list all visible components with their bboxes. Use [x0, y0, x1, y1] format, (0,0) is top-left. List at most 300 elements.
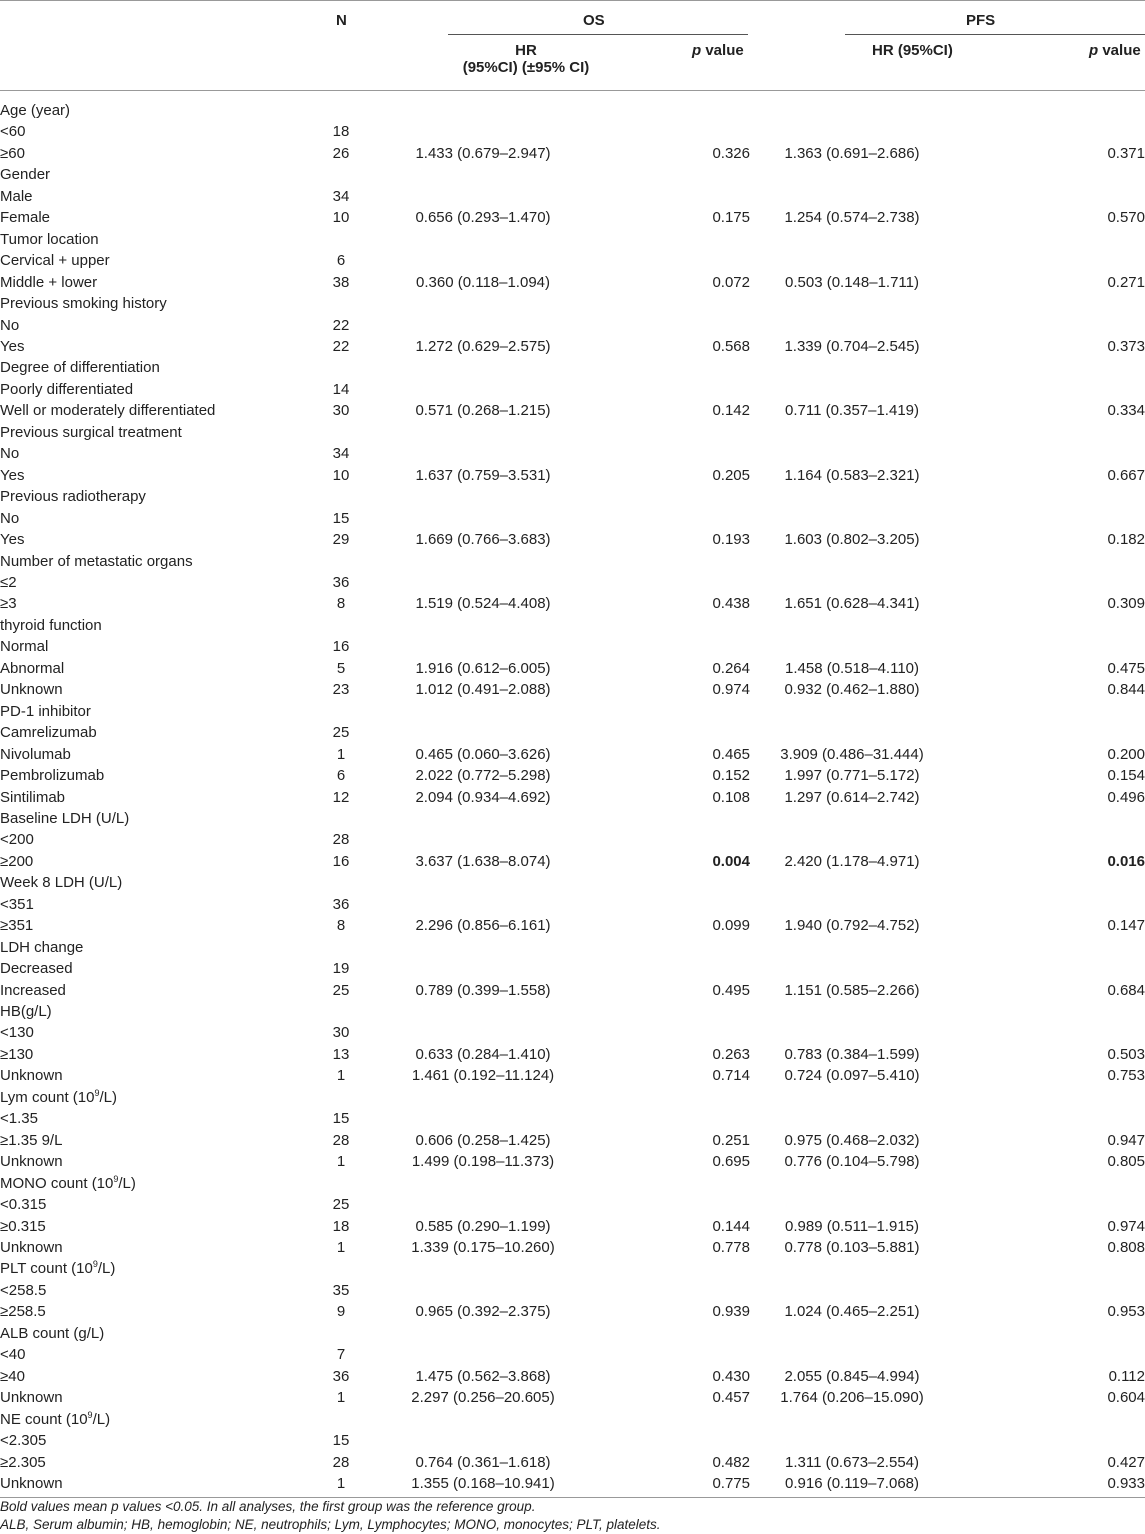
table-row	[0, 851, 1145, 872]
pfs-p-cell: 0.753	[1107, 1067, 1145, 1085]
variable-label: thyroid function	[0, 616, 102, 634]
category-label: Yes	[0, 337, 25, 355]
table-row	[0, 272, 1145, 293]
n-cell: 19	[332, 960, 350, 978]
n-cell: 5	[336, 659, 346, 677]
pfs-hr-cell: 1.151 (0.585–2.266)	[784, 981, 920, 999]
os-p-cell	[580, 1409, 750, 1430]
category-label: ≥1.35 9/L	[0, 1131, 63, 1149]
n-cell: 28	[332, 1131, 350, 1149]
table-group-row	[0, 701, 1145, 722]
os-p-cell	[580, 315, 750, 336]
variable-label: Lym count $(10^9/L)$	[0, 1087, 118, 1106]
os-p-cell	[580, 357, 750, 378]
category-label: Unknown	[0, 1239, 63, 1257]
os-hr-cell	[386, 100, 580, 121]
pfs-p-cell: 0.844	[1107, 681, 1145, 699]
pfs-p-cell: 0.373	[1107, 337, 1145, 355]
category-label: <200	[0, 831, 34, 849]
os-p-cell: 0.775	[712, 1475, 750, 1492]
pfs-hr-cell	[750, 1001, 954, 1022]
table-row	[0, 744, 1145, 765]
os-hr-cell: 2.022 (0.772–5.298)	[415, 767, 551, 785]
os-hr-cell	[386, 1001, 580, 1022]
n-cell: 26	[332, 144, 350, 162]
table-group-row	[0, 1001, 1145, 1022]
pfs-p-cell	[954, 1194, 1145, 1215]
category-label: ≥2.305	[0, 1453, 46, 1471]
pfs-hr-cell: 1.603 (0.802–3.205)	[784, 531, 920, 549]
category-label: ≥0.315	[0, 1217, 46, 1235]
variable-label: MONO count $(10^9/L)$	[0, 1173, 136, 1192]
pfs-p-cell	[954, 508, 1145, 529]
table-row	[0, 1280, 1145, 1301]
n-cell: 1	[336, 1067, 346, 1085]
table-body	[0, 100, 1145, 1494]
pfs-p-cell	[954, 1108, 1145, 1129]
n-cell: 15	[332, 1110, 350, 1128]
pfs-hr-cell: 1.024 (0.465–2.251)	[784, 1303, 920, 1321]
n-cell: 36	[332, 573, 350, 591]
pfs-hr-cell: 1.297 (0.614–2.742)	[784, 788, 920, 806]
n-cell: 29	[332, 531, 350, 549]
category-label: <258.5	[0, 1281, 47, 1299]
table-row	[0, 915, 1145, 936]
os-p-cell	[580, 937, 750, 958]
n-cell: 18	[332, 123, 350, 141]
pfs-hr-cell: 0.932 (0.462–1.880)	[784, 681, 920, 699]
table-row	[0, 1473, 1145, 1494]
table-row	[0, 829, 1145, 850]
n-cell: 8	[336, 595, 346, 613]
n-cell: 1	[336, 1475, 346, 1492]
table-row	[0, 1366, 1145, 1387]
os-hr-cell: 1.499 (0.198–11.373)	[411, 1153, 555, 1171]
os-hr-cell	[386, 186, 580, 207]
n-cell	[296, 1323, 386, 1344]
os-hr-cell	[386, 508, 580, 529]
os-p-cell	[580, 164, 750, 185]
pfs-hr-cell	[750, 551, 954, 572]
pfs-hr-cell: 1.651 (0.628–4.341)	[784, 595, 920, 613]
pfs-hr-cell	[750, 508, 954, 529]
n-cell: 35	[332, 1281, 350, 1299]
os-hr-cell	[386, 229, 580, 250]
category-label: ≥351	[0, 917, 34, 935]
table-group-row	[0, 937, 1145, 958]
n-cell: 1	[336, 745, 346, 763]
table-row	[0, 980, 1145, 1001]
variable-label: ALB count (g/L)	[0, 1324, 105, 1342]
os-p-cell: 0.568	[712, 337, 750, 355]
table-row	[0, 593, 1145, 614]
pfs-hr-cell	[750, 572, 954, 593]
category-label: <60	[0, 123, 26, 141]
pfs-p-cell	[954, 250, 1145, 271]
os-hr-cell	[386, 293, 580, 314]
table-row	[0, 143, 1145, 164]
os-hr-cell	[386, 315, 580, 336]
category-label: Unknown	[0, 1475, 63, 1492]
os-p-cell	[580, 722, 750, 743]
pfs-p-cell: 0.271	[1107, 273, 1145, 291]
os-span-rule	[448, 34, 748, 35]
os-p-cell	[580, 121, 750, 142]
header-n: N	[336, 12, 347, 29]
pfs-hr-cell	[750, 422, 954, 443]
table-group-row	[0, 1258, 1145, 1279]
n-cell: 25	[332, 724, 350, 742]
category-label: Nivolumab	[0, 745, 71, 763]
pfs-hr-cell	[750, 1323, 954, 1344]
n-cell	[296, 551, 386, 572]
n-cell: 30	[332, 402, 350, 420]
table-row	[0, 894, 1145, 915]
footnote-abbreviations: ALB, Serum albumin; HB, hemoglobin; NE, neutrophils; Lym, Lymphocytes; MONO, monocytes; PLT, platelets.	[0, 1517, 661, 1532]
pfs-p-cell	[954, 1409, 1145, 1430]
n-cell	[296, 422, 386, 443]
category-label: Normal	[0, 638, 49, 656]
variable-label: Baseline LDH (U/L)	[0, 809, 130, 827]
os-hr-cell: 1.339 (0.175–10.260)	[411, 1239, 555, 1257]
pfs-hr-cell	[750, 894, 954, 915]
table-row	[0, 379, 1145, 400]
n-cell: 28	[332, 831, 350, 849]
pfs-p-cell	[954, 1323, 1145, 1344]
table-row	[0, 1022, 1145, 1043]
os-hr-cell	[386, 1409, 580, 1430]
os-p-cell	[580, 379, 750, 400]
pfs-hr-cell	[750, 293, 954, 314]
os-hr-cell	[386, 443, 580, 464]
category-label: Pembrolizumab	[0, 767, 105, 785]
os-hr-cell: 1.637 (0.759–3.531)	[415, 466, 551, 484]
os-hr-cell	[386, 722, 580, 743]
pfs-p-cell	[954, 615, 1145, 636]
os-hr-cell	[386, 551, 580, 572]
category-label: Increased	[0, 981, 66, 999]
os-hr-cell	[386, 1280, 580, 1301]
os-hr-cell	[386, 1323, 580, 1344]
variable-label: Tumor location	[0, 230, 99, 248]
table-group-row	[0, 422, 1145, 443]
table-group-row	[0, 615, 1145, 636]
os-p-cell	[580, 293, 750, 314]
os-p-cell	[580, 1258, 750, 1279]
os-p-cell	[580, 1001, 750, 1022]
category-label: Unknown	[0, 1067, 63, 1085]
pfs-hr-cell: 1.940 (0.792–4.752)	[784, 917, 920, 935]
n-cell: 28	[332, 1453, 350, 1471]
os-hr-cell: 1.433 (0.679–2.947)	[415, 144, 551, 162]
os-hr-cell	[386, 379, 580, 400]
pfs-p-cell: 0.182	[1107, 531, 1145, 549]
table-group-row	[0, 1409, 1145, 1430]
pfs-p-cell: 0.496	[1107, 788, 1145, 806]
table-group-row	[0, 357, 1145, 378]
n-cell: 9	[336, 1303, 346, 1321]
table-row	[0, 465, 1145, 486]
table-group-row	[0, 1323, 1145, 1344]
os-p-cell: 0.205	[712, 466, 750, 484]
table-top-rule	[0, 0, 1145, 1]
os-p-cell: 0.108	[712, 788, 750, 806]
n-cell	[296, 1258, 386, 1279]
os-p-cell: 0.495	[712, 981, 750, 999]
pfs-p-cell	[954, 1022, 1145, 1043]
table-row	[0, 958, 1145, 979]
n-cell: 1	[336, 1153, 346, 1171]
pfs-p-cell: 0.570	[1107, 209, 1145, 227]
os-hr-cell	[386, 164, 580, 185]
n-cell: 16	[332, 852, 350, 870]
n-cell: 15	[332, 509, 350, 527]
os-hr-cell	[386, 872, 580, 893]
os-p-cell: 0.264	[712, 659, 750, 677]
os-hr-cell: 1.012 (0.491–2.088)	[415, 681, 551, 699]
os-hr-cell	[386, 1430, 580, 1451]
category-label: Sintilimab	[0, 788, 66, 806]
os-p-cell	[580, 250, 750, 271]
pfs-hr-cell	[750, 1409, 954, 1430]
os-p-cell	[580, 1430, 750, 1451]
pfs-hr-cell: 0.989 (0.511–1.915)	[785, 1217, 919, 1235]
pfs-hr-cell: 1.339 (0.704–2.545)	[784, 337, 920, 355]
n-cell: 1	[336, 1389, 346, 1407]
pfs-hr-cell: 1.997 (0.771–5.172)	[784, 767, 920, 785]
os-hr-cell	[386, 250, 580, 271]
pfs-hr-cell: 0.776 (0.104–5.798)	[784, 1153, 920, 1171]
category-label: Well or moderately differentiated	[0, 402, 216, 420]
pfs-p-cell: 0.953	[1107, 1303, 1145, 1321]
table-bottom-rule	[0, 1497, 1145, 1498]
header-os-p-value: p value	[692, 42, 744, 59]
pfs-hr-cell: 0.778 (0.103–5.881)	[784, 1239, 920, 1257]
os-p-cell: 0.430	[712, 1367, 750, 1385]
os-p-cell	[580, 508, 750, 529]
os-p-cell: 0.099	[712, 917, 750, 935]
os-p-cell: 0.438	[712, 595, 750, 613]
header-pfs-hr: HR (95%CI)	[872, 42, 953, 59]
os-hr-cell	[386, 1173, 580, 1194]
os-p-cell: 0.695	[712, 1153, 750, 1171]
category-label: <2.305	[0, 1432, 47, 1450]
pfs-p-cell	[954, 1430, 1145, 1451]
pfs-hr-cell	[750, 315, 954, 336]
pfs-hr-cell	[750, 1258, 954, 1279]
os-hr-cell	[386, 1194, 580, 1215]
pfs-p-cell	[954, 636, 1145, 657]
pfs-p-cell	[954, 164, 1145, 185]
pfs-hr-cell	[750, 186, 954, 207]
pfs-p-cell: 0.805	[1107, 1153, 1145, 1171]
os-p-cell	[580, 572, 750, 593]
table-row	[0, 250, 1145, 271]
table-row	[0, 679, 1145, 700]
os-hr-cell: 0.764 (0.361–1.618)	[415, 1453, 551, 1471]
pfs-p-cell	[954, 315, 1145, 336]
pfs-hr-cell: 1.458 (0.518–4.110)	[785, 659, 919, 677]
os-hr-cell	[386, 636, 580, 657]
table-group-row	[0, 872, 1145, 893]
n-cell: 10	[332, 209, 350, 227]
table-row	[0, 765, 1145, 786]
n-cell	[296, 872, 386, 893]
n-cell	[296, 1409, 386, 1430]
n-cell: 8	[336, 917, 346, 935]
table-row	[0, 529, 1145, 550]
os-p-cell: 0.326	[712, 144, 750, 162]
category-label: Unknown	[0, 1389, 63, 1407]
pfs-p-cell	[954, 379, 1145, 400]
n-cell: 36	[332, 1367, 350, 1385]
category-label: Female	[0, 209, 51, 227]
pfs-hr-cell	[750, 1430, 954, 1451]
variable-label: Previous radiotherapy	[0, 488, 146, 506]
pfs-hr-cell: 1.363 (0.691–2.686)	[784, 144, 920, 162]
category-label: Unknown	[0, 681, 63, 699]
pfs-p-cell: 0.427	[1107, 1453, 1145, 1471]
pfs-hr-cell	[750, 636, 954, 657]
pfs-hr-cell: 0.711 (0.357–1.419)	[785, 402, 919, 420]
os-p-cell	[580, 701, 750, 722]
category-label: <351	[0, 895, 34, 913]
os-p-cell: 0.072	[712, 273, 750, 291]
pfs-p-cell	[954, 1001, 1145, 1022]
os-hr-cell: 0.656 (0.293–1.470)	[415, 209, 551, 227]
os-p-cell: 0.175	[712, 209, 750, 227]
table-row	[0, 1237, 1145, 1258]
pfs-p-cell: 0.112	[1108, 1367, 1145, 1385]
pfs-p-cell	[954, 293, 1145, 314]
os-p-cell: 0.714	[712, 1067, 750, 1085]
n-cell: 22	[332, 337, 350, 355]
os-p-cell: 0.142	[712, 402, 750, 420]
n-cell: 6	[336, 767, 346, 785]
os-p-cell	[580, 829, 750, 850]
pfs-p-cell	[954, 829, 1145, 850]
pfs-p-cell	[954, 229, 1145, 250]
category-label: Decreased	[0, 960, 73, 978]
os-hr-cell: 0.360 (0.118–1.094)	[416, 273, 550, 291]
n-cell	[296, 1087, 386, 1108]
pfs-p-cell: 0.154	[1107, 767, 1145, 785]
category-label: Poorly differentiated	[0, 380, 134, 398]
table-group-row	[0, 100, 1145, 121]
pfs-hr-cell: 1.311 (0.673–2.554)	[785, 1453, 919, 1471]
os-hr-cell	[386, 829, 580, 850]
header-os-hr: HR (95%CI) (±95% CI)	[462, 42, 590, 76]
variable-label: Previous smoking history	[0, 295, 167, 313]
os-p-cell: 0.152	[712, 767, 750, 785]
table-row	[0, 1065, 1145, 1086]
pfs-hr-cell	[750, 1022, 954, 1043]
pfs-p-cell: 0.309	[1107, 595, 1145, 613]
table-row	[0, 443, 1145, 464]
pfs-p-cell	[954, 872, 1145, 893]
pfs-hr-cell	[750, 121, 954, 142]
pfs-p-cell	[954, 1258, 1145, 1279]
table-row	[0, 1108, 1145, 1129]
os-hr-cell	[386, 701, 580, 722]
variable-label: Number of metastatic organs	[0, 552, 193, 570]
os-p-cell	[580, 872, 750, 893]
table-row	[0, 1044, 1145, 1065]
pfs-hr-cell	[750, 958, 954, 979]
category-label: Male	[0, 187, 33, 205]
category-label: Yes	[0, 531, 25, 549]
n-cell: 14	[332, 380, 350, 398]
n-cell: 7	[336, 1346, 346, 1364]
pfs-hr-cell: 1.254 (0.574–2.738)	[784, 209, 920, 227]
os-hr-cell	[386, 422, 580, 443]
variable-label: Age (year)	[0, 102, 71, 119]
os-p-cell	[580, 1323, 750, 1344]
table-group-row	[0, 293, 1145, 314]
table-row	[0, 1344, 1145, 1365]
os-hr-cell: 1.916 (0.612–6.005)	[415, 659, 551, 677]
pfs-p-cell	[954, 486, 1145, 507]
pfs-p-cell	[954, 100, 1145, 121]
os-hr-cell: 2.296 (0.856–6.161)	[415, 917, 551, 935]
os-p-cell	[580, 551, 750, 572]
table-row	[0, 186, 1145, 207]
n-cell: 1	[336, 1239, 346, 1257]
pfs-hr-cell	[750, 443, 954, 464]
header-pfs-p-value: p value	[1089, 42, 1141, 59]
os-p-cell	[580, 615, 750, 636]
category-label: ≥130	[0, 1045, 34, 1063]
table-row	[0, 636, 1145, 657]
pfs-hr-cell: 0.975 (0.468–2.032)	[784, 1131, 920, 1149]
category-label: Abnormal	[0, 659, 65, 677]
n-cell	[296, 100, 386, 121]
table-row	[0, 207, 1145, 228]
os-p-cell	[580, 100, 750, 121]
os-hr-cell	[386, 121, 580, 142]
os-p-cell	[580, 808, 750, 829]
os-p-cell	[580, 1087, 750, 1108]
n-cell	[296, 293, 386, 314]
os-p-cell	[580, 186, 750, 207]
category-label: ≥3	[0, 595, 17, 613]
os-hr-cell: 2.094 (0.934–4.692)	[415, 788, 551, 806]
os-p-cell	[580, 1344, 750, 1365]
os-p-cell	[580, 229, 750, 250]
os-hr-cell	[386, 486, 580, 507]
n-cell: 25	[332, 1196, 350, 1214]
variable-label: Previous surgical treatment	[0, 423, 182, 441]
table-row	[0, 1130, 1145, 1151]
os-hr-cell: 1.475 (0.562–3.868)	[415, 1367, 551, 1385]
n-cell: 30	[332, 1024, 350, 1042]
table-row	[0, 315, 1145, 336]
pfs-hr-cell: 0.783 (0.384–1.599)	[784, 1045, 920, 1063]
pfs-p-cell: 0.503	[1107, 1045, 1145, 1063]
category-label: <130	[0, 1024, 34, 1042]
pfs-p-cell: 0.974	[1107, 1217, 1145, 1235]
table-group-row	[0, 808, 1145, 829]
os-hr-cell: 2.297 (0.256–20.605)	[411, 1389, 555, 1407]
n-cell: 23	[332, 681, 350, 699]
pfs-hr-cell: 2.055 (0.845–4.994)	[784, 1367, 920, 1385]
n-cell	[296, 937, 386, 958]
pfs-hr-cell	[750, 615, 954, 636]
pfs-p-cell: 0.684	[1107, 981, 1145, 999]
os-hr-cell	[386, 808, 580, 829]
pfs-span-rule	[845, 34, 1145, 35]
category-label: ≥200	[0, 852, 34, 870]
